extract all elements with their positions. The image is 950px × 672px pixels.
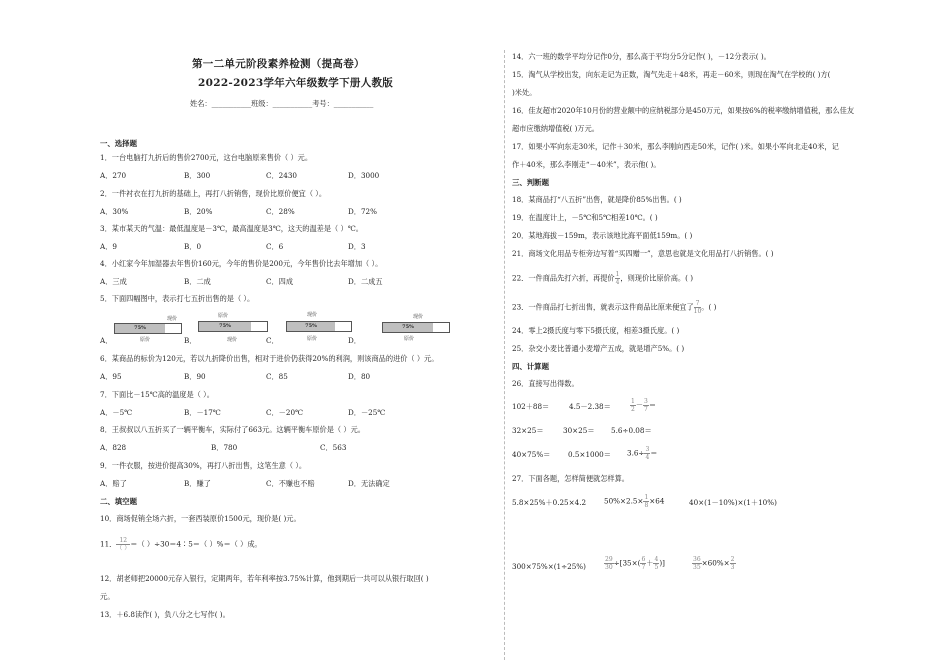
option-b: B．90 xyxy=(184,372,206,381)
calc-item: $\frac{1}{2}$ － $\frac{3}{7}$ ＝ xyxy=(631,398,657,413)
question-stem: 22．一件商品先打六折，再提价 $\frac{1}{4}$ ，则现价比原价高。( ) xyxy=(512,271,694,286)
question-stem: 5．下面四幅图中，表示打七五折出售的是（ ）。 xyxy=(100,294,255,303)
option-b: B．300 xyxy=(184,171,211,180)
section-heading: 三、判断题 xyxy=(512,178,549,187)
option-a: A． xyxy=(100,336,113,345)
calc-item: 4.5－2.38＝ xyxy=(569,402,611,411)
option-d: D．二成五 xyxy=(348,277,383,286)
option-d: D．3 xyxy=(348,242,366,251)
option-c: C．四成 xyxy=(266,277,294,286)
question-stem: 10．商场促销全场六折，一套西装原价1500元，现价是( )元。 xyxy=(100,514,301,523)
option-b: B．赚了 xyxy=(184,479,211,488)
worksheet-title: 第一二单元阶段素养检测（提高卷） xyxy=(192,58,365,70)
option-a: A．－5℃ xyxy=(100,408,133,417)
section-heading: 四、计算题 xyxy=(512,362,549,371)
simplify-item: $\frac{36}{35}$ ×60%× $\frac{2}{3}$ xyxy=(693,556,735,571)
simplify-item: 5.8×25%＋0.25×4.2 xyxy=(512,498,587,507)
section-heading: 一、选择题 xyxy=(100,139,137,148)
option-a: A．9 xyxy=(100,242,117,251)
option-d: D．3000 xyxy=(348,171,380,180)
option-a: A．270 xyxy=(100,171,127,180)
student-info-line: 姓名：___________班级：___________考号：___________ xyxy=(190,99,374,108)
option-a: A．30% xyxy=(100,207,129,216)
option-d: D．无法确定 xyxy=(348,479,390,488)
question-stem: 19．在温度计上，－5℃和5℃相差10℃。( ) xyxy=(512,213,658,222)
calc-item: 3.6÷ $\frac{3}{4}$ ＝ xyxy=(627,446,658,461)
calc-item: 40×75%＝ xyxy=(512,450,551,459)
question-stem: 13．＋6.8读作( )，负八分之七写作( )。 xyxy=(100,610,230,619)
question-stem: 2．一件衬衣在打九折的基础上，再打八折销售，现价比原价便宜（ ）。 xyxy=(100,189,327,198)
option-b: B．－17℃ xyxy=(184,408,221,417)
calc-item: 30×25＝ xyxy=(563,426,595,435)
worksheet-subtitle: 2022-2023学年六年级数学下册人教版 xyxy=(198,77,394,89)
option-b: B．0 xyxy=(184,242,202,251)
option-a: A．828 xyxy=(100,443,127,452)
question-stem: 4．小红家今年加湿器去年售价160元，今年的售价是200元，今年售价比去年增加（ ）。 xyxy=(100,259,383,268)
option-a: A．95 xyxy=(100,372,122,381)
question-stem: 18．某商品打“八五折”出售，就是降价85%出售。( ) xyxy=(512,195,682,204)
simplify-item: $\frac{29}{30}$ ÷[35×( $\frac{6}{7}$ ＋ $\frac{4}{5}$ )] xyxy=(605,556,665,571)
option-c: C．563 xyxy=(320,443,347,452)
question-stem: 9．一件衣服，按进价提高30%，再打八折出售，这笔生意（ ）。 xyxy=(100,461,307,470)
option-c: C．－20℃ xyxy=(266,408,304,417)
question-stem: 15．淘气从学校出发，向东走记为正数，淘气先走＋48米，再走－60米，则现在淘气在学校的( )方( xyxy=(512,70,831,79)
option-d: D． xyxy=(348,336,361,345)
option-c: C．不赚也不赔 xyxy=(266,479,315,488)
question-stem: 21．商场文化用品专柜旁边写着“买四赠一”，意思也就是文化用品打八折销售。( ) xyxy=(512,249,774,258)
option-b: B．二成 xyxy=(184,277,211,286)
question-stem: 7．下面比－15℃高的温度是（ ）。 xyxy=(100,390,214,399)
question-stem: 14．六一班的数学平均分记作0分，那么高于平均分5分记作( )，－12分表示( )。 xyxy=(512,52,771,61)
question-stem: 16．佳友超市2020年10月份的营业额中的应纳税部分是450万元，如果按6%的税率缴纳增值税，那么佳友 xyxy=(512,106,855,115)
question-stem-cont: 超市应缴纳增值税( )万元。 xyxy=(512,124,599,133)
option-d: D．80 xyxy=(348,372,371,381)
simplify-item: 300×75%×(1÷25%) xyxy=(512,562,586,571)
worksheet-page: 第一二单元阶段素养检测（提高卷） 2022-2023学年六年级数学下册人教版 姓名：___________班级：___________考号：___________ 一、选择题 1．一台电脑打九折后的售价2700元，这台电脑原来售价（ ）元。 A．270 B．300 C．2430 D．3000 2．一件衬衣在打九折的基础上，再打八折销售，现价比原价便宜（ ）。 A．30% B．20% C．28% D．72% 3．某市某天的气温：最低温度是－3℃，最高温度是3℃，这天的温差是（ ）℃。 A．9 B．0 C．6 D．3 4．小红家今年加湿器去年售价160元，今年的售价是200元，今年售价比去年增加（ ）。 A．三成 B．二成 C．四成 D．二成五 5．下面四幅图中，表示打七五折出售的是（ ）。 A． 75% 现价 原价 B． 75% 原价 现价 C． 75% 现价 原价 D． 75% 现价 原价 6．某商品的标价为120元，若以九折降价出售，相对于进价仍获得20%的利润，则该商品的进价（ ）元。 A．95 B．90 C．85 D．80 7．下面比－15℃高的温度是（ ）。 A．－5℃ B．－17℃ C．－20℃ D．－25℃ 8．王叔叔以八五折买了一辆平衡车，实际付了663元。这辆平衡车原价是（ ）元。 A．828 B．780 C．563 9．一件衣服，按进价提高30%，再打八折出售，这笔生意（ ）。 A．赔了 B．赚了 C．不赚也不赔 D．无法确定 二、填空题 10．商场促销全场六折，一套西装原价1500元，现价是( )元。 11． $\frac{12}{( )}$ ＝（ ）÷30＝4∶5＝（ ）%＝（ ）成。 12．胡老师把20000元存入银行，定期两年，若年利率按3.75%计算，他到期后一共可以从银行取回( ) 元。 13．＋6.8读作( )，负八分之七写作( )。 14．六一班的数学平均分记作0分，那么高于平均分5分记作( )，－12分表示( )。 15．淘气从学校出发，向东走记为正数，淘气先走＋48米，再走－60米，则现在淘气在学校的( )方( )米处。 16．佳友超市2020年10月份的营业额中的应纳税部分是450万元，如果按6%的税率缴纳增值税，那么佳友 超市应缴纳增值税( )万元。 17．如果小军向东走30米，记作＋30米，那么李刚向西走50米，记作( )米。如果小军向北走40米，记 作＋40米，那么李刚走“－40米”，表示他( )。 三、判断题 18．某商品打“八五折”出售，就是降价85%出售。( ) 19．在温度计上，－5℃和5℃相差10℃。( ) 20．某地海拔－159m，表示该地比海平面低159m。( ) 21．商场文化用品专柜旁边写着“买四赠一”，意思也就是文化用品打八折销售。( ) 22．一件商品先打六折，再提价 $\frac{1}{4}$ ，则现价比原价高。( ) 23．一件商品打七折出售，就表示这件商品比原来便宜了 $\frac{7}{10}$ 。( ) 24．零上2摄氏度与零下5摄氏度，相差3摄氏度。( ) 25．杂交小麦比普通小麦增产五成，就是增产5%。( ) 四、计算题 26．直接写出得数。 102＋88＝ 4.5－2.38＝ $\frac{1}{2}$ － $\frac{3}{7}$ ＝ 32×25＝ 30×25＝ 5.6÷0.08＝ 40×75%＝ 0.5×1000＝ 3.6÷ $\frac{3}{4}$ ＝ 27．下面各题，怎样简便就怎样算。 5.8×25%＋0.25×4.2 50%×2.5× $\frac{1}{8}$ ×64 40×(1－10%)×(1＋10%) 300×75%×(1÷25%) $\frac{29}{30}$ ÷[35×( $\frac{6}{7}$ ＋ $\frac{4}{5}$ )] $\frac{36}{35}$ ×60%× $\frac{2}{3}$ xyxy=(0,0,950,672)
question-stem: 26．直接写出得数。 xyxy=(512,379,579,388)
option-a: A．三成 xyxy=(100,277,127,286)
question-stem: 6．某商品的标价为120元，若以九折降价出售，相对于进价仍获得20%的利润，则该商品的进价（ ）元。 xyxy=(100,354,439,363)
option-b: B．20% xyxy=(184,207,213,216)
option-d: D．－25℃ xyxy=(348,408,386,417)
question-stem: 27．下面各题，怎样简便就怎样算。 xyxy=(512,474,629,483)
option-d: D．72% xyxy=(348,207,377,216)
simplify-item: 50%×2.5× $\frac{1}{8}$ ×64 xyxy=(604,494,665,509)
question-stem-cont: )米处。 xyxy=(512,88,537,97)
question-stem: 1．一台电脑打九折后的售价2700元，这台电脑原来售价（ ）元。 xyxy=(100,153,313,162)
question-stem: 23．一件商品打七折出售，就表示这件商品比原来便宜了 $\frac{7}{10}$ 。( ) xyxy=(512,300,717,315)
option-c: C．6 xyxy=(266,242,284,251)
question-stem: 12．胡老师把20000元存入银行，定期两年，若年利率按3.75%计算，他到期后一共可以从银行取回( ) xyxy=(100,574,429,583)
option-c: C．85 xyxy=(266,372,288,381)
question-stem-cont: 元。 xyxy=(100,592,115,601)
option-a: A．赔了 xyxy=(100,479,127,488)
calc-item: 32×25＝ xyxy=(512,426,544,435)
section-heading: 二、填空题 xyxy=(100,497,137,506)
option-c: C．28% xyxy=(266,207,295,216)
question-stem: 17．如果小军向东走30米，记作＋30米，那么李刚向西走50米，记作( )米。如果小军向北走40米，记 xyxy=(512,142,839,151)
calc-item: 0.5×1000＝ xyxy=(568,450,611,459)
calc-item: 5.6÷0.08＝ xyxy=(611,426,652,435)
question-stem: 8．王叔叔以八五折买了一辆平衡车，实际付了663元。这辆平衡车原价是（ ）元。 xyxy=(100,425,365,434)
question-stem: 25．杂交小麦比普通小麦增产五成，就是增产5%。( ) xyxy=(512,344,685,353)
column-divider xyxy=(504,50,505,660)
question-stem: 11． $\frac{12}{( )}$ ＝（ ）÷30＝4∶5＝（ ）%＝（ ）成。 xyxy=(100,537,262,552)
question-stem: 24．零上2摄氏度与零下5摄氏度，相差3摄氏度。( ) xyxy=(512,326,680,335)
question-stem: 3．某市某天的气温：最低温度是－3℃，最高温度是3℃，这天的温差是（ ）℃。 xyxy=(100,224,363,233)
question-stem-cont: 作＋40米，那么李刚走“－40米”，表示他( )。 xyxy=(512,160,661,169)
question-stem: 20．某地海拔－159m，表示该地比海平面低159m。( ) xyxy=(512,231,693,240)
calc-item: 102＋88＝ xyxy=(512,402,550,411)
simplify-item: 40×(1－10%)×(1＋10%) xyxy=(689,498,777,507)
option-b: B．780 xyxy=(211,443,238,452)
option-c: C．2430 xyxy=(266,171,297,180)
option-b: B． xyxy=(184,336,197,345)
option-c: C． xyxy=(266,336,279,345)
